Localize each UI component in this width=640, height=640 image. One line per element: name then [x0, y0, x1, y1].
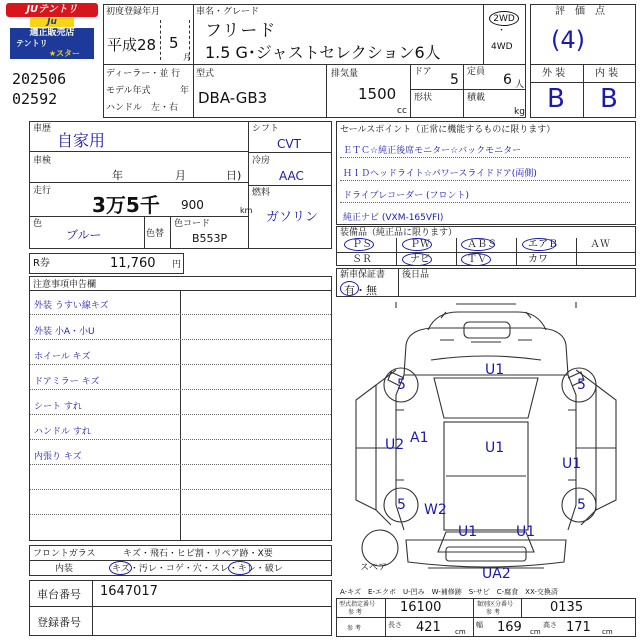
int-label: 内 装 — [595, 68, 619, 79]
capacity: 6 — [503, 72, 512, 88]
person-unit: 人 — [515, 80, 525, 90]
month-unit: 月 — [183, 53, 191, 62]
color-label: 色 — [33, 219, 43, 229]
sales-item: ＥＴＣ☆純正後席モニター☆バックモニター — [343, 146, 522, 156]
damage-code: U1 — [458, 524, 478, 540]
height: 171 — [566, 620, 591, 635]
glass-label: フロントガラス — [33, 549, 96, 559]
car-name: フリード — [205, 21, 277, 41]
usage: 自家用 — [57, 131, 106, 150]
ref-label-2: 参 考 — [486, 609, 500, 616]
cc-unit: cc — [397, 106, 407, 116]
yen-unit: 円 — [172, 260, 182, 270]
color-code-label: 色コード — [174, 219, 211, 229]
chassis-number: 1647017 — [100, 584, 158, 599]
drive-4wd: 4WD — [491, 42, 513, 52]
score-label: 評 価 点 — [555, 6, 605, 17]
first-reg-month: 5 — [169, 34, 179, 52]
warranty-label: 新車保証書 — [340, 270, 386, 280]
height-unit: cm — [602, 628, 613, 636]
int-grade: B — [600, 84, 618, 114]
damage-code: U1 — [562, 456, 582, 472]
shift: CVT — [277, 137, 301, 151]
interior-options: キズ・汚レ・コゲ・穴・スレ・キレ・破レ — [112, 564, 283, 574]
score: (4) — [551, 26, 585, 54]
warranty-value: 有・無 — [344, 284, 377, 297]
circle-airbag — [522, 238, 556, 251]
circle-navi — [402, 253, 432, 266]
circle-tv — [461, 253, 491, 266]
mileage: 900 — [181, 198, 204, 212]
ac-label: 冷房 — [252, 156, 271, 166]
recycle-box — [29, 253, 184, 274]
chassis-label: 車台番号 — [37, 588, 81, 601]
height-label: 高さ — [543, 621, 557, 629]
inspection-label: 車検 — [33, 156, 52, 166]
equip-abs: ＡＢＳ — [467, 239, 497, 250]
note-item: 外装 うすい線キズ — [34, 301, 109, 311]
equip-navi: ナビ — [410, 254, 430, 265]
later-label: 後日品 — [402, 270, 430, 280]
notes-label: 注意事項申告欄 — [33, 280, 97, 290]
note-item: 外装 小A・小U — [34, 327, 95, 337]
glass-options: キズ・飛石・ヒビ割・リペア跡・X要 — [123, 549, 273, 559]
equip-leather: カワ — [528, 254, 548, 265]
mileage-label: 走行 — [33, 186, 52, 196]
model-year-label: モデル年式 — [106, 86, 151, 96]
damage-legend: A-キズ E-エクボ U-凹み W-補修跡 S-サビ C-腐食 XX-交換済 — [340, 588, 558, 596]
first-reg-era: 平成28 — [107, 36, 157, 54]
damage-code: 5 — [397, 497, 406, 513]
type-label: 型式 — [196, 69, 215, 79]
class-no: 0135 — [550, 600, 584, 615]
first-reg-label: 初度登録年月 — [106, 7, 161, 17]
drive-2wd: 2WD — [489, 11, 519, 26]
class-no-label: 類別区分番号 — [477, 601, 514, 608]
note-item: ハンドル すれ — [34, 427, 91, 437]
logo-sub2: テントリ — [10, 39, 94, 49]
damage-code: W2 — [424, 502, 447, 518]
circle-interior-sure — [228, 561, 252, 575]
type-no: 16100 — [400, 600, 442, 615]
damage-code: U1 — [485, 362, 505, 378]
color: ブルー — [66, 228, 102, 242]
recycle-value: 11,760 — [110, 256, 156, 271]
displacement: 1500 — [358, 85, 397, 103]
ac: AAC — [279, 169, 304, 183]
recycle-label: R券 — [33, 258, 50, 269]
logo-ju: Ju — [30, 18, 74, 27]
circle-warranty — [340, 281, 359, 296]
usage-label: 車歴 — [33, 124, 52, 134]
width-label: 幅 — [476, 621, 483, 629]
insp-day: 日) — [226, 169, 242, 182]
spare-label: スペア — [360, 563, 388, 573]
year-unit: 年 — [180, 86, 190, 96]
displacement-label: 排気量 — [331, 69, 359, 79]
shift-label: シフト — [252, 124, 280, 134]
insp-month: 月 — [175, 169, 186, 182]
note-item: ドアミラー キズ — [34, 377, 100, 387]
lot-number-1: 202506 — [12, 70, 67, 88]
damage-code: U1 — [485, 440, 505, 456]
fuel-label: 燃料 — [252, 188, 271, 198]
note-item: 内張り キズ — [34, 452, 82, 462]
lot-number-2: 02592 — [12, 90, 58, 108]
damage-code: U1 — [516, 524, 536, 540]
km-unit: km — [240, 206, 253, 215]
fuel: ガソリン — [266, 210, 319, 225]
color-code: B553P — [192, 232, 228, 245]
door-label: ドア — [414, 67, 432, 77]
type-value: DBA-GB3 — [198, 89, 268, 107]
insp-year: 年 — [112, 169, 123, 182]
doors: 5 — [450, 72, 459, 88]
equip-sr: ＳＲ — [352, 254, 372, 265]
ref-label-3: 参 考 — [347, 625, 361, 632]
sales-item: ＨＩＤヘッドライト☆パワースライドドア(両側) — [343, 169, 537, 179]
sales-item: 純正ナビ (VXM-165VFI) — [343, 213, 444, 223]
ext-grade: B — [547, 84, 565, 114]
logo-brand: JUテントリ — [6, 3, 98, 17]
equipment-label: 装備品（純正品に限ります） — [340, 228, 458, 238]
damage-code: 5 — [397, 377, 406, 393]
length-unit: cm — [455, 628, 466, 636]
sales-item: ドライブレコーダー (フロント) — [343, 191, 469, 201]
capacity-label: 定員 — [467, 67, 486, 77]
circle-interior-kizu — [109, 561, 132, 575]
damage-code: 5 — [577, 497, 586, 513]
damage-code: U2 — [385, 437, 405, 453]
color-change-label: 色替 — [146, 229, 165, 239]
damage-code: 5 — [577, 377, 586, 393]
handle-label: ハンドル 左・右 — [106, 103, 179, 113]
type-no-label: 型式指定番号 — [339, 601, 376, 608]
ref-label-1: 参 考 — [348, 609, 362, 616]
shape-label: 形状 — [414, 93, 433, 103]
width: 169 — [497, 620, 522, 635]
load-label: 積載 — [467, 93, 486, 103]
registration-label: 登録番号 — [37, 616, 81, 629]
width-unit: cm — [530, 628, 541, 636]
kg-unit: kg — [514, 107, 525, 117]
equip-tv: ＴＶ — [467, 254, 487, 265]
logo-sub3: ★スター — [10, 49, 94, 59]
equip-airbag: エアＢ — [528, 239, 558, 250]
drive-dot: ・ — [497, 26, 507, 36]
equip-pw: ＰＷ — [410, 239, 430, 250]
length-label: 長さ — [388, 621, 402, 629]
logo-sub1: 適正販売店 — [10, 28, 94, 39]
circle-abs — [461, 238, 495, 251]
logo — [6, 3, 98, 59]
circle-pw — [402, 238, 432, 251]
ext-label: 外 装 — [542, 68, 566, 79]
grade: 1.5 G･ジャストセレクション6人 — [205, 43, 441, 62]
equip-aw: ＡＷ — [590, 239, 610, 250]
length: 421 — [416, 620, 441, 635]
interior-label: 内装 — [55, 564, 74, 574]
equip-ps: ＰＳ — [352, 239, 372, 250]
name-label: 車名・グレード — [196, 7, 260, 17]
dealer-label: ディーラー・並 行 — [106, 69, 181, 79]
mileage-handwritten: 3万5千 — [92, 193, 160, 217]
sales-label: セールスポイント（正常に機能するものに限ります） — [340, 125, 556, 135]
damage-code: A1 — [410, 430, 429, 446]
note-item: シート すれ — [34, 402, 82, 412]
damage-code: UA2 — [482, 566, 511, 582]
circle-ps — [344, 238, 374, 251]
note-item: ホイール キズ — [34, 352, 91, 362]
